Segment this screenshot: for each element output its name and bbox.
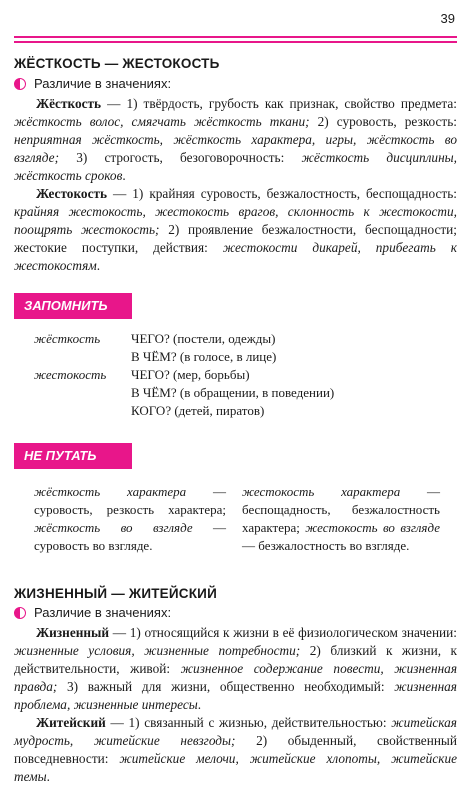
headword: Житейский	[36, 715, 106, 730]
example-text: жёсткость во взгляде	[34, 520, 193, 535]
definition-text: .	[96, 258, 101, 273]
definition-text: — беспощадность, безжалостность характера;	[242, 484, 440, 535]
top-rule	[14, 36, 457, 38]
definition-text: — суровость во взгляде.	[34, 520, 227, 553]
definition-text: — суровость, резкость характера;	[34, 484, 226, 517]
remember-question: ЧЕГО? (постели, одежды)	[131, 331, 276, 346]
remember-question: ЧЕГО? (мер, борьбы)	[131, 367, 250, 382]
definition-text: 2) суровость, резкость:	[309, 114, 457, 129]
example-text: жизненная проблема, жизненные интересы	[14, 679, 457, 712]
definition-text: — 1) связанный с жизнью, действительностью:	[105, 715, 392, 730]
example-text: жёсткость дисциплины, жёсткость сроков	[14, 150, 457, 183]
definition-text: — 1) крайняя суровость, безжалостность, беспощадность:	[107, 186, 457, 201]
section2-definition-1	[14, 624, 457, 714]
section1-title: ЖЁСТКОСТЬ — ЖЕСТОКОСТЬ	[14, 56, 220, 71]
top-rule-secondary	[14, 41, 457, 43]
section2-subtitle-row	[14, 605, 171, 620]
definition-text: 3) важный для жизни, общественно необходимый:	[57, 679, 395, 694]
definition-text: 2) проявление безжалостности, беспощадности; жестокие поступки, действия:	[14, 222, 457, 255]
remember-question: В ЧЁМ? (в голосе, в лице)	[131, 349, 277, 364]
remember-word: жёсткость	[34, 331, 101, 346]
example-text: житейские мелочи, житейские хлопоты, житейские темы	[14, 751, 457, 784]
section2-title: ЖИЗНЕННЫЙ — ЖИТЕЙСКИЙ	[14, 586, 217, 601]
example-text: жизненное содержание повести, жизненная правда;	[14, 661, 457, 694]
example-text: жестокости дикарей, прибегать к жестокостям	[14, 240, 457, 273]
example-text: жёсткость волос, смягчать жёсткость ткани;	[14, 114, 310, 129]
headword: Жестокость	[36, 186, 108, 201]
remember-word: жестокость	[34, 367, 107, 382]
dont-confuse-right	[242, 483, 440, 555]
definition-text: — 1) твёрдость, грубость как признак, свойство предмета:	[101, 96, 457, 111]
section1-subtitle-row	[14, 76, 171, 91]
half-circle-marker-icon	[14, 78, 26, 90]
example-text: жизненные условия, жизненные потребности;	[14, 643, 301, 658]
definition-text: 2) обыденный, свойственный повседневности:	[14, 733, 457, 766]
example-text: жестокость во взгляде	[305, 520, 440, 535]
section1-subtitle: Различие в значениях:	[34, 76, 172, 91]
section1-definition-1	[14, 95, 457, 185]
definition-text: 3) строгость, безоговорочность:	[59, 150, 302, 165]
section1-definition-2	[14, 185, 457, 275]
example-text: жестокость характера	[242, 484, 401, 499]
example-text: неприятная жёсткость, жёсткость характера, игры, жёсткость во взгляде;	[14, 132, 457, 165]
definition-text: — безжалостность во взгляде.	[242, 538, 410, 553]
headword: Жёсткость	[36, 96, 102, 111]
example-text: житейская мудрость, житейские невзгоды;	[14, 715, 457, 748]
definition-text: — 1) относящийся к жизни в её физиологическом значении:	[109, 625, 457, 640]
example-text: жёсткость характера	[34, 484, 187, 499]
remember-question: В ЧЁМ? (в обращении, в поведении)	[131, 385, 335, 400]
definition-text: .	[122, 168, 126, 183]
section2-definition-2	[14, 714, 457, 786]
definition-text: 2) близкий к жизни, к действительности, живой:	[14, 643, 457, 676]
remember-question: КОГО? (детей, пиратов)	[131, 403, 265, 418]
example-text: крайняя жестокость, жестокость врагов, склонность к жестокости, поощрять жестокость;	[14, 204, 457, 237]
definition-text: .	[197, 697, 202, 712]
dont-confuse-left	[34, 483, 226, 555]
half-circle-marker-icon	[14, 607, 26, 619]
dont-confuse-banner: НЕ ПУТАТЬ	[14, 443, 132, 469]
headword: Жизненный	[36, 625, 110, 640]
page-number: 39	[440, 11, 455, 26]
section2-subtitle: Различие в значениях:	[34, 605, 172, 620]
remember-banner: ЗАПОМНИТЬ	[14, 293, 132, 319]
definition-text: .	[46, 769, 50, 784]
